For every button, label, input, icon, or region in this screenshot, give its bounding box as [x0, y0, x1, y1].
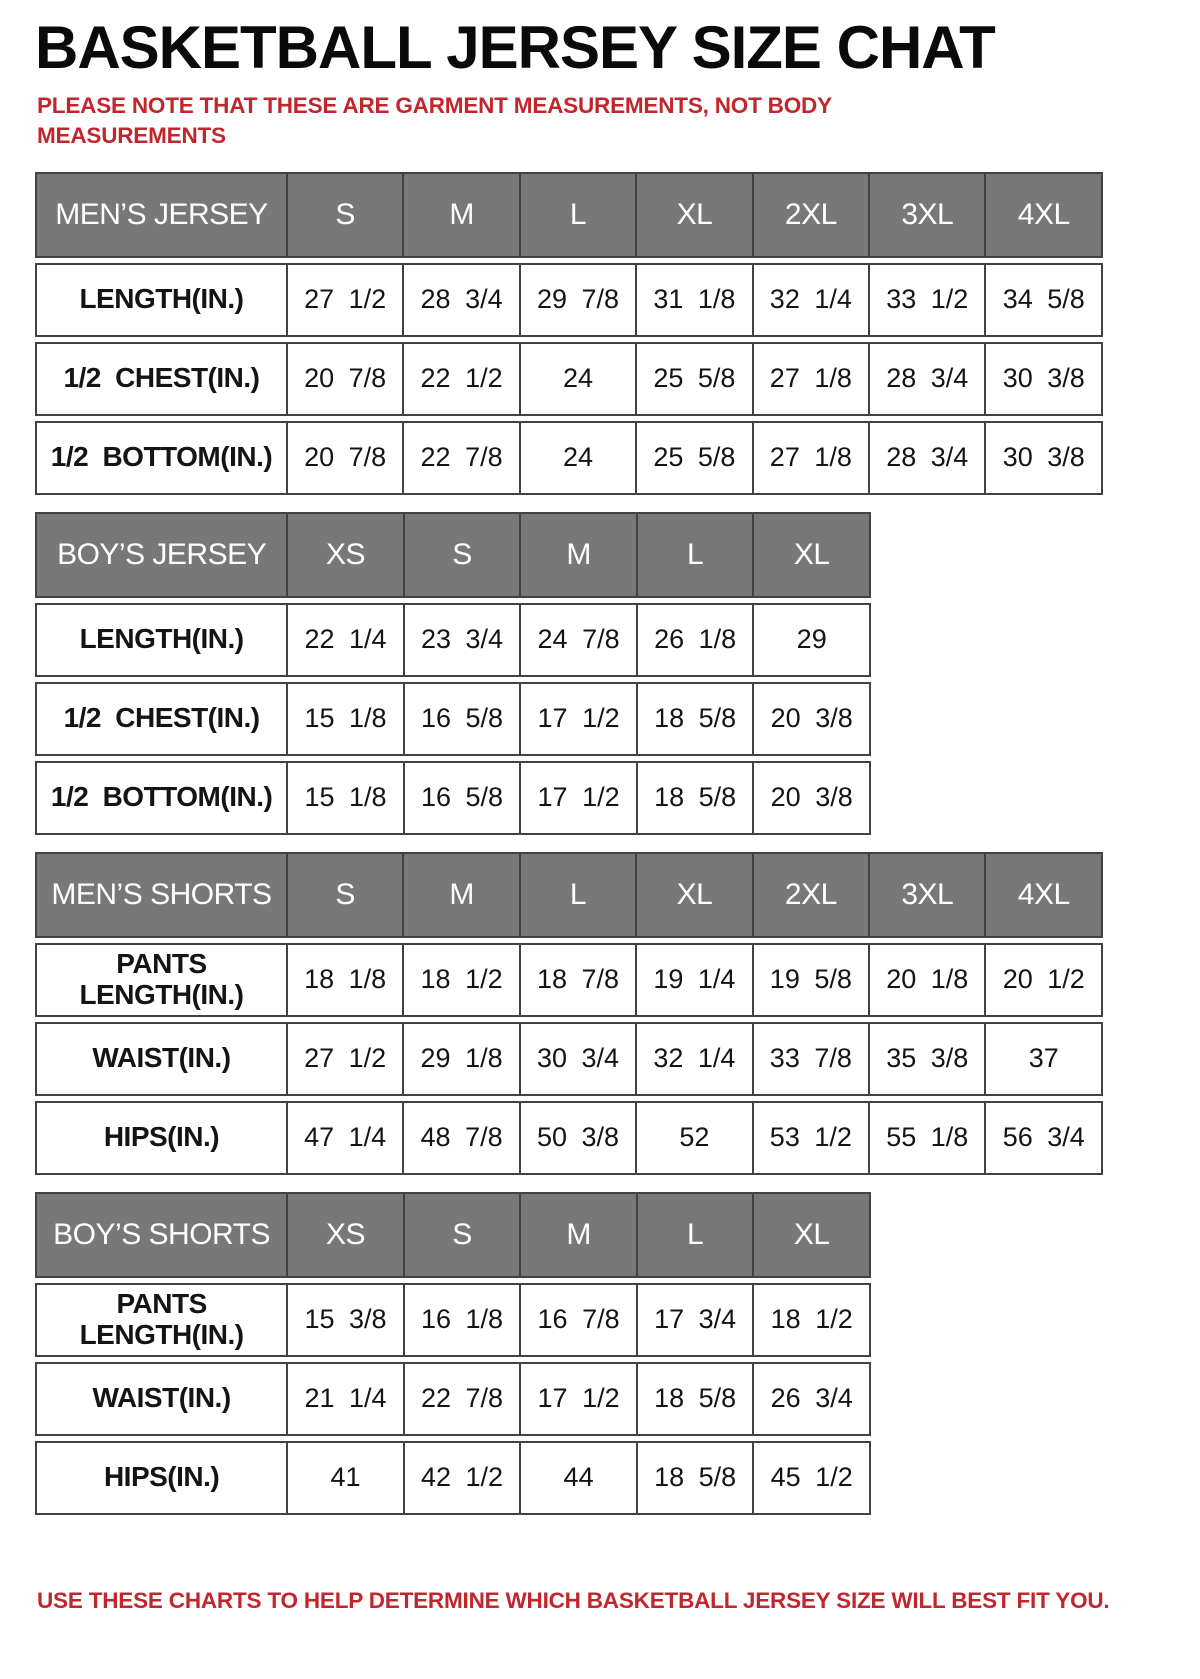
- size-column-header: M: [521, 512, 638, 598]
- table-row: [35, 421, 1103, 495]
- size-value-cell: 30 3/8: [986, 421, 1103, 495]
- size-value-cell: 22 7/8: [404, 421, 520, 495]
- size-column-header: L: [638, 512, 755, 598]
- size-value-cell: 41: [288, 1441, 405, 1515]
- usage-note: USE THESE CHARTS TO HELP DETERMINE WHICH BASKETBALL JERSEY SIZE WILL BEST FIT YOU.: [37, 1587, 1110, 1613]
- row-label: HIPS(IN.): [35, 1101, 288, 1175]
- size-column-header: XL: [754, 512, 871, 598]
- boys-jersey-header-label: BOY’S JERSEY: [35, 512, 288, 598]
- size-value-cell: 29 7/8: [521, 263, 637, 337]
- size-value-cell: 28 3/4: [404, 263, 520, 337]
- size-value-cell: 17 1/2: [521, 682, 638, 756]
- size-value-cell: 18 5/8: [638, 761, 755, 835]
- size-value-cell: 18 7/8: [521, 943, 637, 1017]
- size-value-cell: 47 1/4: [288, 1101, 404, 1175]
- row-label: LENGTH(IN.): [35, 603, 288, 677]
- size-value-cell: 19 1/4: [637, 943, 753, 1017]
- size-value-cell: 27 1/2: [288, 263, 404, 337]
- size-value-cell: 18 5/8: [638, 682, 755, 756]
- size-value-cell: 23 3/4: [405, 603, 522, 677]
- table-row: [35, 761, 871, 835]
- size-column-header: 4XL: [986, 852, 1103, 938]
- size-column-header: L: [521, 852, 637, 938]
- size-value-cell: 19 5/8: [754, 943, 870, 1017]
- size-column-header: XL: [637, 852, 753, 938]
- size-value-cell: 48 7/8: [404, 1101, 520, 1175]
- size-column-header: S: [288, 172, 404, 258]
- header-row: [35, 172, 1103, 258]
- size-value-cell: 27 1/2: [288, 1022, 404, 1096]
- table-row: [35, 1022, 1103, 1096]
- table-row: [35, 263, 1103, 337]
- boys-jersey-table: [35, 507, 871, 840]
- size-value-cell: 18 5/8: [638, 1441, 755, 1515]
- size-column-header: L: [638, 1192, 755, 1278]
- size-value-cell: 24: [521, 421, 637, 495]
- size-column-header: S: [288, 852, 404, 938]
- row-label: 1/2 CHEST(IN.): [35, 342, 288, 416]
- size-value-cell: 53 1/2: [754, 1101, 870, 1175]
- size-value-cell: 25 5/8: [637, 342, 753, 416]
- size-value-cell: 17 1/2: [521, 761, 638, 835]
- row-label: PANTS LENGTH(IN.): [35, 943, 288, 1017]
- row-label: 1/2 CHEST(IN.): [35, 682, 288, 756]
- size-value-cell: 42 1/2: [405, 1441, 522, 1515]
- size-column-header: 2XL: [754, 852, 870, 938]
- mens-jersey-header-label: MEN’S JERSEY: [35, 172, 288, 258]
- size-value-cell: 50 3/8: [521, 1101, 637, 1175]
- size-value-cell: 16 5/8: [405, 682, 522, 756]
- row-label: LENGTH(IN.): [35, 263, 288, 337]
- row-label: WAIST(IN.): [35, 1022, 288, 1096]
- size-value-cell: 29: [754, 603, 871, 677]
- size-value-cell: 15 1/8: [288, 761, 405, 835]
- size-value-cell: 28 3/4: [870, 342, 986, 416]
- size-value-cell: 18 5/8: [638, 1362, 755, 1436]
- size-value-cell: 22 1/2: [404, 342, 520, 416]
- header-row: [35, 512, 871, 598]
- size-value-cell: 18 1/2: [404, 943, 520, 1017]
- size-value-cell: 15 1/8: [288, 682, 405, 756]
- size-value-cell: 20 3/8: [754, 682, 871, 756]
- table-row: [35, 342, 1103, 416]
- table-row: [35, 1441, 871, 1515]
- size-value-cell: 24 7/8: [521, 603, 638, 677]
- boys-shorts-header-label: BOY’S SHORTS: [35, 1192, 288, 1278]
- row-label: 1/2 BOTTOM(IN.): [35, 421, 288, 495]
- table-row: [35, 682, 871, 756]
- size-column-header: XL: [637, 172, 753, 258]
- table-row: [35, 1362, 871, 1436]
- size-column-header: XS: [288, 1192, 405, 1278]
- size-value-cell: 17 3/4: [638, 1283, 755, 1357]
- table-row: [35, 1283, 871, 1357]
- size-value-cell: 20 7/8: [288, 342, 404, 416]
- boys-shorts-table: [35, 1187, 871, 1520]
- size-value-cell: 17 1/2: [521, 1362, 638, 1436]
- size-value-cell: 18 1/8: [288, 943, 404, 1017]
- size-value-cell: 30 3/4: [521, 1022, 637, 1096]
- row-label: PANTS LENGTH(IN.): [35, 1283, 288, 1357]
- table-row: [35, 603, 871, 677]
- size-value-cell: 35 3/8: [870, 1022, 986, 1096]
- size-column-header: M: [404, 172, 520, 258]
- size-column-header: L: [521, 172, 637, 258]
- mens-shorts-table: [35, 847, 1103, 1180]
- size-column-header: S: [405, 1192, 522, 1278]
- size-value-cell: 45 1/2: [754, 1441, 871, 1515]
- size-value-cell: 26 3/4: [754, 1362, 871, 1436]
- size-value-cell: 16 1/8: [405, 1283, 522, 1357]
- size-value-cell: 31 1/8: [637, 263, 753, 337]
- size-tables-container: [35, 167, 1165, 1520]
- size-value-cell: 29 1/8: [404, 1022, 520, 1096]
- size-value-cell: 20 7/8: [288, 421, 404, 495]
- row-label: HIPS(IN.): [35, 1441, 288, 1515]
- size-column-header: 4XL: [986, 172, 1103, 258]
- size-column-header: XL: [754, 1192, 871, 1278]
- size-value-cell: 32 1/4: [637, 1022, 753, 1096]
- size-value-cell: 56 3/4: [986, 1101, 1103, 1175]
- size-column-header: M: [404, 852, 520, 938]
- size-column-header: 3XL: [870, 852, 986, 938]
- mens-jersey-table: [35, 167, 1103, 500]
- size-column-header: 2XL: [754, 172, 870, 258]
- size-column-header: M: [521, 1192, 638, 1278]
- header-row: [35, 852, 1103, 938]
- header-row: [35, 1192, 871, 1278]
- size-column-header: S: [405, 512, 522, 598]
- size-value-cell: 20 1/8: [870, 943, 986, 1017]
- size-value-cell: 27 1/8: [754, 421, 870, 495]
- size-value-cell: 15 3/8: [288, 1283, 405, 1357]
- size-value-cell: 22 1/4: [288, 603, 405, 677]
- page-title: BASKETBALL JERSEY SIZE CHAT: [35, 14, 995, 81]
- size-value-cell: 32 1/4: [754, 263, 870, 337]
- size-column-header: 3XL: [870, 172, 986, 258]
- size-value-cell: 44: [521, 1441, 638, 1515]
- mens-shorts-header-label: MEN’S SHORTS: [35, 852, 288, 938]
- size-value-cell: 21 1/4: [288, 1362, 405, 1436]
- size-value-cell: 22 7/8: [405, 1362, 522, 1436]
- size-value-cell: 24: [521, 342, 637, 416]
- size-value-cell: 27 1/8: [754, 342, 870, 416]
- size-value-cell: 55 1/8: [870, 1101, 986, 1175]
- size-value-cell: 52: [637, 1101, 753, 1175]
- size-value-cell: 37: [986, 1022, 1103, 1096]
- size-column-header: XS: [288, 512, 405, 598]
- size-value-cell: 33 7/8: [754, 1022, 870, 1096]
- size-value-cell: 33 1/2: [870, 263, 986, 337]
- size-value-cell: 20 3/8: [754, 761, 871, 835]
- size-value-cell: 30 3/8: [986, 342, 1103, 416]
- row-label: WAIST(IN.): [35, 1362, 288, 1436]
- size-value-cell: 18 1/2: [754, 1283, 871, 1357]
- row-label: 1/2 BOTTOM(IN.): [35, 761, 288, 835]
- garment-measurements-note: PLEASE NOTE THAT THESE ARE GARMENT MEASUREMENTS, NOT BODY MEASUREMENTS: [37, 93, 832, 148]
- size-value-cell: 26 1/8: [638, 603, 755, 677]
- size-value-cell: 16 5/8: [405, 761, 522, 835]
- table-row: [35, 943, 1103, 1017]
- size-value-cell: 25 5/8: [637, 421, 753, 495]
- size-value-cell: 16 7/8: [521, 1283, 638, 1357]
- table-row: [35, 1101, 1103, 1175]
- size-value-cell: 20 1/2: [986, 943, 1103, 1017]
- size-value-cell: 34 5/8: [986, 263, 1103, 337]
- size-value-cell: 28 3/4: [870, 421, 986, 495]
